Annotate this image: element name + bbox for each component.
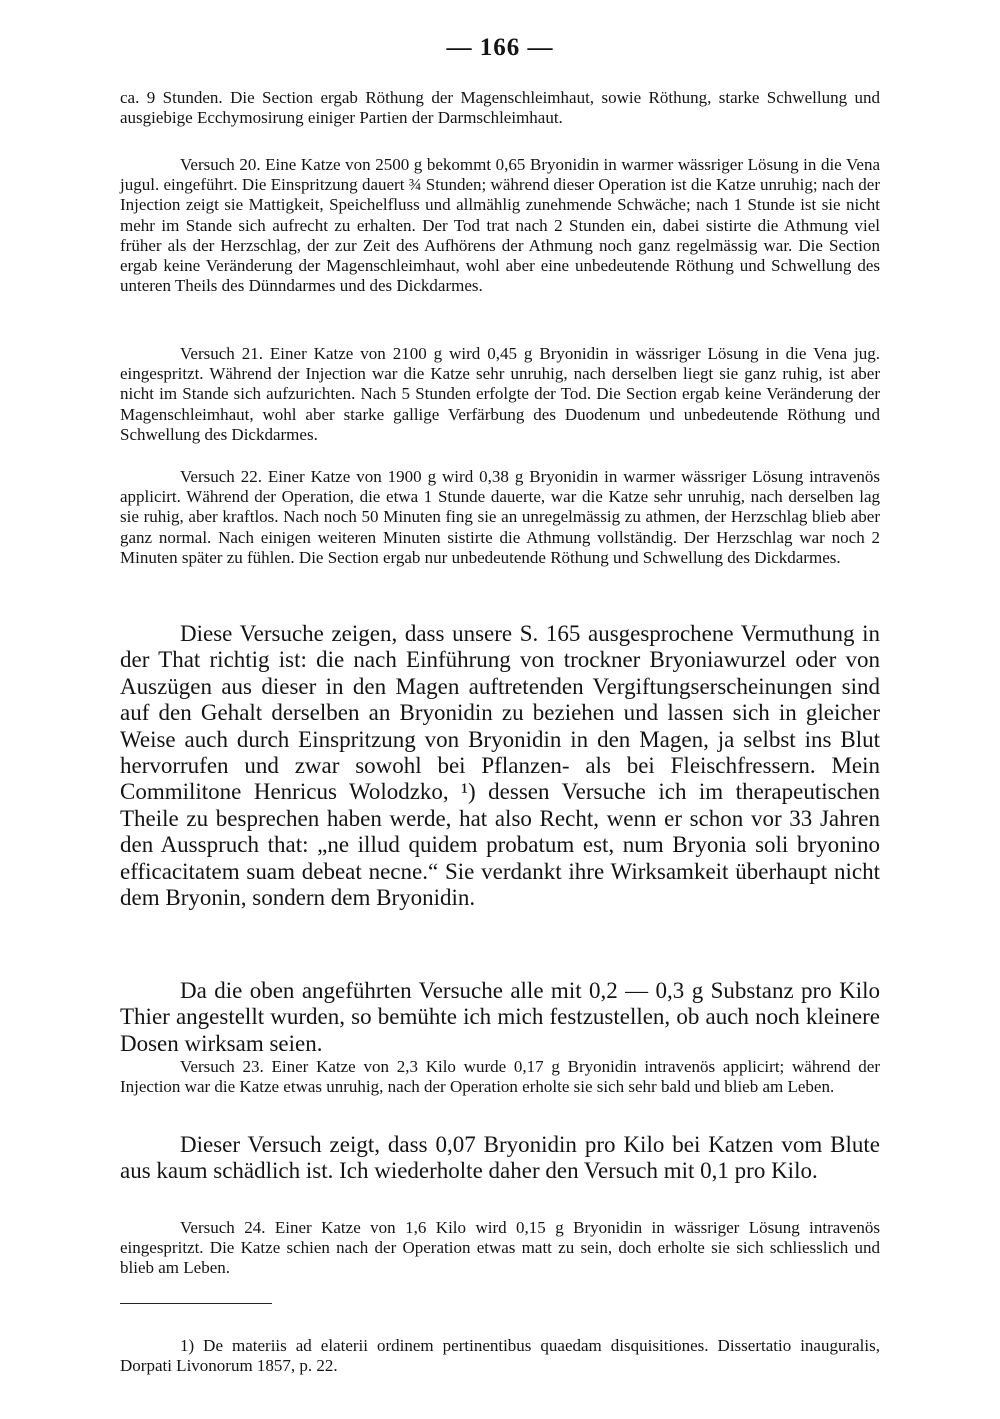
paragraph-versuch-23-conclusion: Dieser Versuch zeigt, dass 0,07 Bryonidin pro Kilo bei Katzen vom Blute aus kaum schädlich ist. Ich wiederholte daher den Versuch mit 0,1 pro Kilo. <box>120 1132 880 1184</box>
paragraph-conclusion: Diese Versuche zeigen, dass unsere S. 165 ausgesprochene Vermuthung in der That richtig ist: die nach Einführung von trockner Bryoniawurzel oder von Auszügen aus dieser in den Magen auftretenden Vergiftungserscheinungen sind auf den Gehalt derselben an Bryonidin zu beziehen und lassen sich in gleicher Weise auch durch Einspritzung von Bryonidin in den Magen, ja selbst ins Blut hervorrufen und zwar sowohl bei Pflanzen- als bei Fleischfressern. Mein Commilitone Henricus Wolodzko, ¹) dessen Versuche ich im therapeutischen Theile zu besprechen haben werde, hat also Recht, wenn er schon vor 33 Jahren den Ausspruch that: „ne illud quidem probatum est, num Bryonia soli bryonino efficacitatem suam debeat necne.“ Sie verdankt ihre Wirksamkeit überhaupt nicht dem Bryonin, sondern dem Bryonidin. <box>120 621 880 911</box>
footnote-divider <box>120 1303 272 1304</box>
paragraph-versuch-24: Versuch 24. Einer Katze von 1,6 Kilo wird 0,15 g Bryonidin in wässriger Lösung intravenös eingespritzt. Die Katze schien nach der Operation etwas matt zu sein, doch erholte sie sich schliesslich und blieb am Leben. <box>120 1218 880 1278</box>
paragraph-versuch-23: Versuch 23. Einer Katze von 2,3 Kilo wurde 0,17 g Bryonidin intravenös applicirt; während der Injection war die Katze etwas unruhig, nach der Operation erholte sie sich sehr bald und blieb am Leben. <box>120 1057 880 1097</box>
paragraph-dosage-question: Da die oben angeführten Versuche alle mit 0,2 — 0,3 g Substanz pro Kilo Thier angestellt wurden, so bemühte ich mich festzustellen, ob auch noch kleinere Dosen wirksam seien. <box>120 978 880 1056</box>
paragraph-versuch-21: Versuch 21. Einer Katze von 2100 g wird 0,45 g Bryonidin in wässriger Lösung in die Vena jug. eingespritzt. Während der Injection war die Katze sehr unruhig, nach derselben liegt sie ganz ruhig, ist aber nicht im Stande sich aufzurichten. Nach 5 Stunden erfolgte der Tod. Die Section ergab keine Veränderung der Magenschleimhaut, wohl aber starke gallige Verfärbung des Duodenum und unbedeutende Röthung und Schwellung des Dickdarmes. <box>120 344 880 444</box>
paragraph-versuch-22: Versuch 22. Einer Katze von 1900 g wird 0,38 g Bryonidin in warmer wässriger Lösung intravenös applicirt. Während der Operation, die etwa 1 Stunde dauerte, war die Katze sehr unruhig, nach derselben lag sie ruhig, aber kraftlos. Nach noch 50 Minuten fing sie an unregelmässig zu athmen, der Herzschlag blieb aber ganz normal. Nach einigen weiteren Minuten sistirte die Athmung vollständig. Der Herzschlag war noch 2 Minuten später zu fühlen. Die Section ergab nur unbedeutende Röthung und Schwellung des Dickdarmes. <box>120 467 880 567</box>
page-number: — 166 — <box>446 34 554 61</box>
paragraph-versuch-20: Versuch 20. Eine Katze von 2500 g bekommt 0,65 Bryonidin in warmer wässriger Lösung in die Vena jugul. eingeführt. Die Einspritzung dauert ¾ Stunden; während dieser Operation ist die Katze unruhig; nach der Injection zeigt sie Mattigkeit, Speichelfluss und allmählig zunehmende Schwäche; nach 1 Stunde ist sie nicht mehr im Stande sich aufrecht zu erhalten. Der Tod trat nach 2 Stunden ein, dabei sistirte die Athmung viel früher als der Herzschlag, der zur Zeit des Aufhörens der Athmung noch ganz regelmässig war. Die Section ergab keine Veränderung der Magenschleimhaut, wohl aber eine unbedeutende Röthung und Schwellung des unteren Theils des Dünndarmes und des Dickdarmes. <box>120 155 880 296</box>
paragraph-section-result: ca. 9 Stunden. Die Section ergab Röthung der Magenschleimhaut, sowie Röthung, starke Schwellung und ausgiebige Ecchymosirung einiger Partien der Darmschleimhaut. <box>120 88 880 128</box>
footnote: 1) De materiis ad elaterii ordinem pertinentibus quaedam disquisitiones. Dissertatio inauguralis, Dorpati Livonorum 1857, p. 22. <box>120 1336 880 1375</box>
